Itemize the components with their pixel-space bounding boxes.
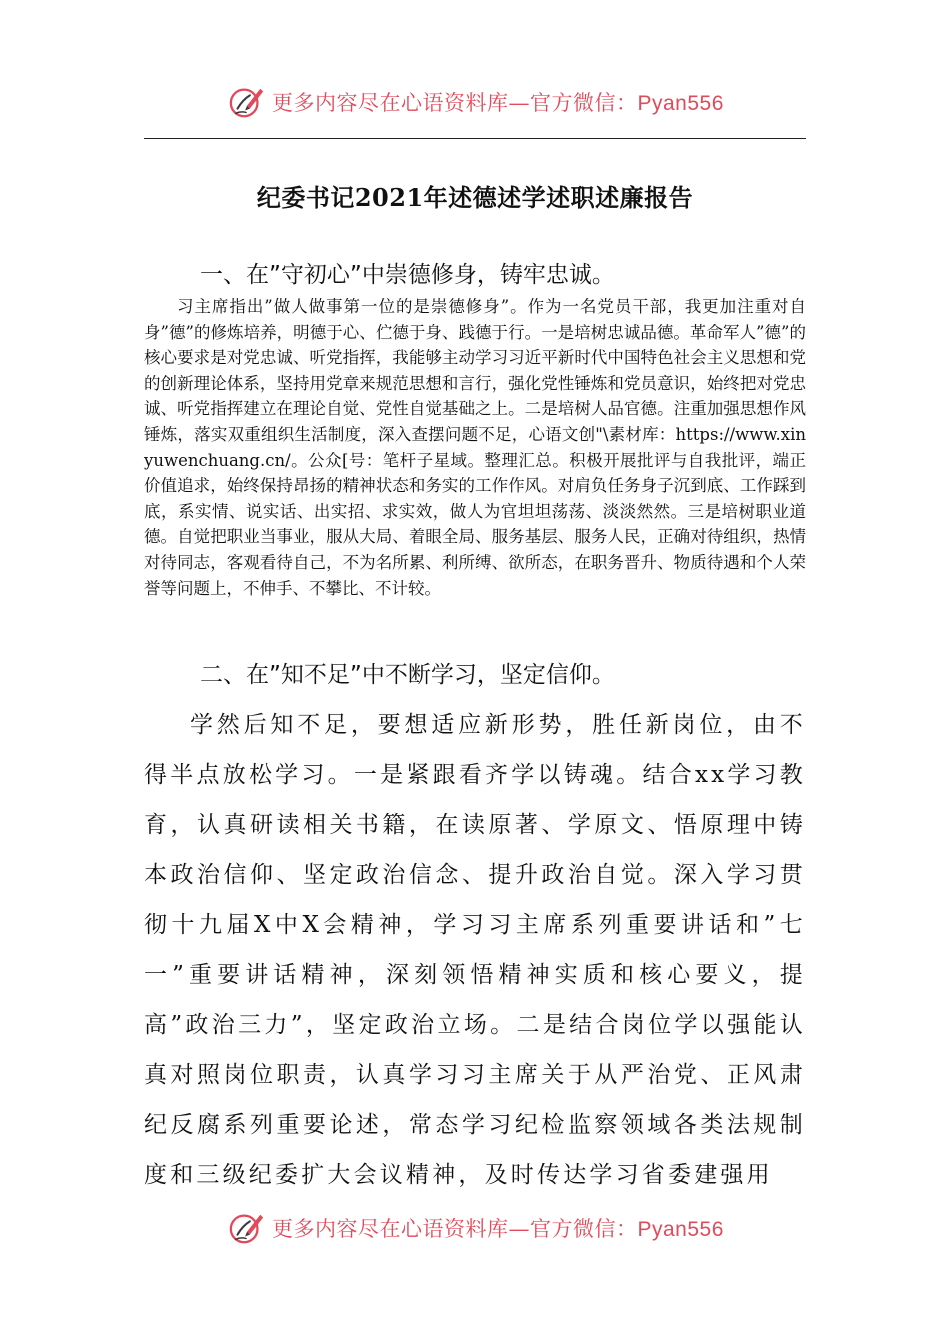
section-2-body: 学然后知不足，要想适应新形势，胜任新岗位，由不得半点放松学习。一是紧跟看齐学以铸魂。结合xx学习教育，认真研读相关书籍，在读原著、学原文、悟原理中铸本政治信仰、坚定政治信念、提升政治自觉。深入学习贯彻十九届X中X会精神，学习习主席系列重要讲话和”七一”重要讲话精神，深刻领悟精神实质和核心要义，提高”政治三力”，坚定政治立场。二是结合岗位学以强能认真对照岗位职责，认真学习习主席关于从严治党、正风肃纪反腐系列重要论述，常态学习纪检监察领域各类法规制度和三级纪委扩大会议精神，及时传达学习省委建强用 [144,712,806,1188]
pen-logo-icon [228,1209,266,1247]
section-1-heading: 一、在”守初心”中崇德修身，铸牢忠诚。 [200,262,615,288]
wechat-id: Pyan556 [637,1218,724,1241]
banner-text: 更多内容尽在心语资料库—官方微信：Pyan556 [272,91,724,115]
footer-banner [228,1208,748,1248]
banner-text: 更多内容尽在心语资料库—官方微信：Pyan556 [272,1217,724,1241]
pen-logo-icon [228,83,266,121]
section-2-heading: 二、在”知不足”中不断学习，坚定信仰。 [200,662,615,688]
header-banner [228,82,748,122]
document-title: 纪委书记2021年述德述学述职述廉报告 [256,183,694,212]
header-rule [144,138,806,139]
section-1-body: 习主席指出”做人做事第一位的是崇德修身”。作为一名党员干部，我更加注重对自身”德”的修炼培养，明德于心、伫德于身、践德于行。一是培树忠诚品德。革命军人”德”的核心要求是对党忠诚、听党指挥，我能够主动学习习近平新时代中国特色社会主义思想和党的创新理论体系，坚持用党章来规范思想和言行，强化党性锤炼和党员意识，始终把对党忠诚、听党指挥建立在理论自觉、党性自觉基础之上。二是培树人品官德。注重加强思想作风锤炼，落实双重组织生活制度，深入查摆问题不足，心语文创"\素材库：https://www.xinyuwenchuang.cn/。公众[号：笔杆子星域。整理汇总。积极开展批评与自我批评，端正价值追求，始终保持昂扬的精神状态和务实的工作作风。对肩负任务身子沉到底、工作踩到底，系实情、说实话、出实招、求实效，做人为官坦坦荡荡、淡淡然然。三是培树职业道德。自觉把职业当事业，服从大局、着眼全局、服务基层、服务人民，正确对待组织，热情对待同志，客观看待自己，不为名所累、利所缚、欲所态，在职务晋升、物质待遇和个人荣誉等问题上，不伸手、不攀比、不计较。 [144,297,806,598]
wechat-id: Pyan556 [637,92,724,115]
